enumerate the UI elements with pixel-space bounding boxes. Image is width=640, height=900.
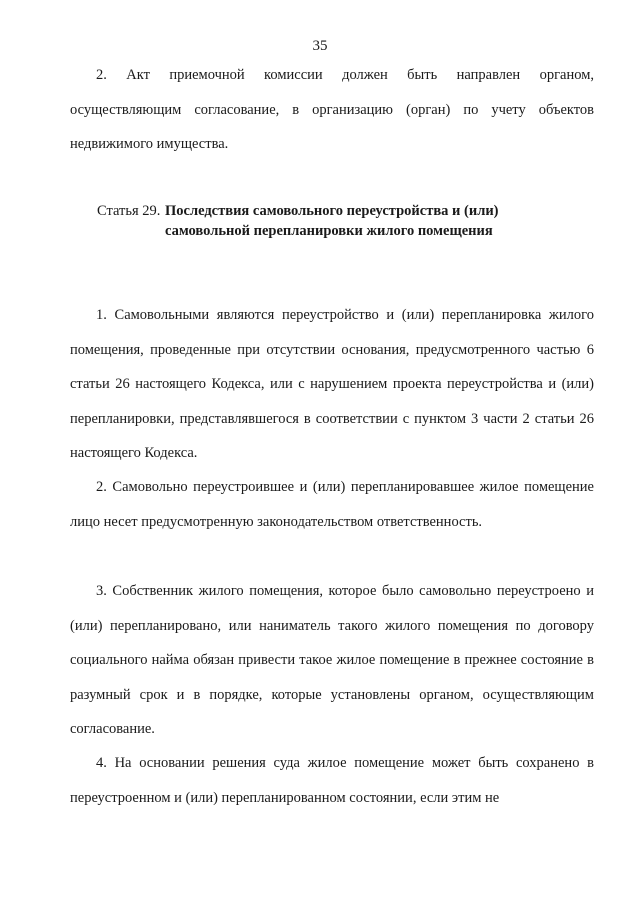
page-number: 35 [312,38,328,54]
paragraph-4: 4. На основании решения суда жилое помещение может быть сохранено в переустроенном и (или) перепланированном состоянии, если этим не [70,755,594,806]
intro-paragraph: 2. Акт приемочной комиссии должен быть направлен органом, осуществляющим согласование, в организацию (орган) по учету объектов недвижимого имущества. [70,67,594,152]
article-number: Статья 29. [97,203,161,219]
paragraph-2: 2. Самовольно переустроившее и (или) перепланировавшее жилое помещение лицо несет предусмотренную законодательством ответственность. [70,479,594,530]
paragraph-3: 3. Собственник жилого помещения, которое было самовольно переустроено и (или) перепланировано, или наниматель такого жилого помещения по договору социального найма обязан привести такое жилое помещение в прежнее состояние в разумный срок и в порядке, которые установлены органом, осуществляющим согласование. [70,583,594,737]
article-title: Последствия самовольного переустройства и (или) самовольной перепланировки жилого помещения [165,203,499,239]
paragraph-1: 1. Самовольными являются переустройство и (или) перепланировка жилого помещения, проведенные при отсутствии основания, предусмотренного частью 6 статьи 26 настоящего Кодекса, или с нарушением проекта переустройства и (или) перепланировки, представлявшегося в соответствии с пунктом 3 части 2 статьи 26 настоящего Кодекса. [70,307,594,461]
article-heading [97,201,517,239]
